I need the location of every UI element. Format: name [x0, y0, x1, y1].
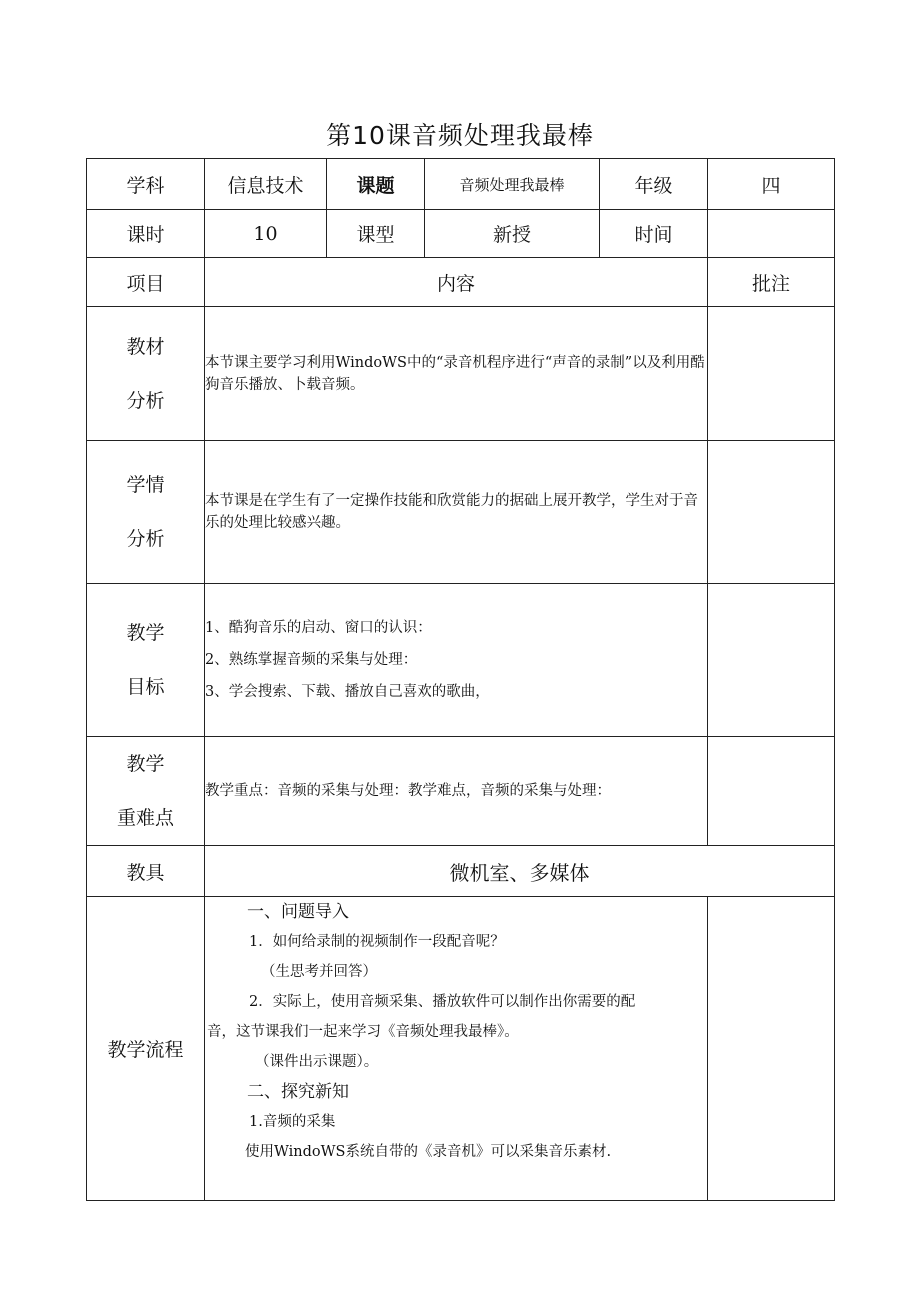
type-value: 新授: [425, 210, 600, 258]
time-value: [708, 210, 835, 258]
process-line: 使用WindoWS系统自带的《录音机》可以采集音乐素材.: [245, 1144, 612, 1160]
row-tools: [87, 846, 835, 897]
material-label-line1: 教材: [126, 335, 165, 358]
material-label: [87, 307, 205, 441]
process-line: 1．如何给录制的视频制作一段配音呢？: [249, 934, 505, 950]
topic-label: 课题: [327, 159, 425, 210]
material-label-line2: 分析: [126, 389, 165, 412]
row-columns: [87, 258, 835, 307]
period-value: 10: [205, 210, 327, 258]
students-label-line1: 学情: [126, 474, 165, 496]
key-points-note: [708, 737, 835, 846]
row-key-points: [87, 737, 835, 846]
goal-item: 1、酷狗音乐的启动、窗口的认识：: [205, 620, 432, 636]
process-content: [205, 897, 708, 1201]
process-line: （生思考并回答）: [261, 964, 377, 980]
goal-item: 3、学会搜索、下载、播放自己喜欢的歌曲，: [205, 684, 490, 700]
key-points-label-line1: 教学: [126, 753, 165, 775]
key-points-text: 教学重点：音频的采集与处理：教学难点，音频的采集与处理：: [205, 737, 708, 846]
goals-list: [205, 584, 708, 737]
page-title: 第10课音频处理我最棒: [326, 121, 594, 150]
type-label: 课型: [327, 210, 425, 258]
column-item: 项目: [87, 258, 205, 307]
students-label-line2: 分析: [126, 528, 165, 550]
goals-label-line1: 教学: [126, 622, 165, 644]
period-label: 课时: [87, 210, 205, 258]
goals-note: [708, 584, 835, 737]
process-label: 教学流程: [87, 897, 205, 1201]
key-points-label: [87, 737, 205, 846]
row-goals: [87, 584, 835, 737]
column-note: 批注: [708, 258, 835, 307]
column-content: 内容: [205, 258, 708, 307]
process-line: 1.音频的采集: [249, 1114, 336, 1130]
subject-label: 学科: [87, 159, 205, 210]
process-heading-1: 一、问题导入: [247, 902, 349, 922]
topic-value: 音频处理我最棒: [425, 159, 600, 210]
row-period: [87, 210, 835, 258]
tools-label: 教具: [87, 846, 205, 897]
goals-label: [87, 584, 205, 737]
key-points-label-line2: 重难点: [116, 807, 174, 829]
subject-value: 信息技术: [205, 159, 327, 210]
goals-label-line2: 目标: [126, 676, 165, 698]
process-note: [708, 897, 835, 1201]
process-heading-2: 二、探究新知: [247, 1082, 349, 1102]
goal-item: 2、熟练掌握音频的采集与处理：: [205, 652, 418, 668]
grade-label: 年级: [600, 159, 708, 210]
process-line: 音，这节课我们一起来学习《音频处理我最棒》。: [207, 1024, 519, 1040]
lesson-plan-table: [86, 158, 835, 1201]
row-students: [87, 441, 835, 584]
process-line: 2．实际上，使用音频采集、播放软件可以制作出你需要的配: [249, 994, 636, 1010]
grade-value: 四: [708, 159, 835, 210]
row-material: [87, 307, 835, 441]
tools-text: 微机室、多媒体: [205, 846, 835, 897]
row-subject: [87, 159, 835, 210]
material-text: 本节课主要学习利用WindoWS中的“录音机程序进行“声音的录制”以及利用酷狗音乐播放、卜载音频。: [205, 307, 708, 441]
material-note: [708, 307, 835, 441]
process-line: （课件出示课题）。: [255, 1054, 379, 1070]
time-label: 时间: [600, 210, 708, 258]
students-label: [87, 441, 205, 584]
students-text: 本节课是在学生有了一定操作技能和欣赏能力的据础上展开教学，学生对于音乐的处理比较感兴趣。: [205, 441, 708, 584]
row-process: [87, 897, 835, 1201]
students-note: [708, 441, 835, 584]
